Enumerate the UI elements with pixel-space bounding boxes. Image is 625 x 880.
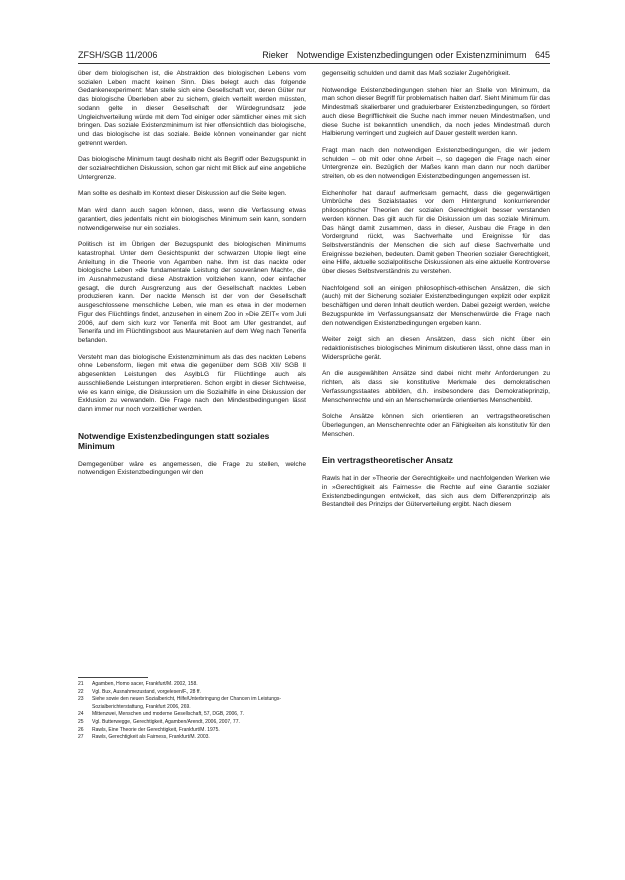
footnote-text: Vgl. Bux, Ausnahmezustand, vorgelesen/F., 28 ff.: [92, 688, 201, 695]
paragraph: Politisch ist im Übrigen der Bezugspunkt des biologischen Minimums katastrophal. Unter dem Gesichtspunkt der schwarzen Utopie liegt eine Anleitung in die Theorie von Agamben nahe. Ihm ist das nackte oder biologische Leben »die fundamentale Leistung der souveränen Macht«, die im Ausnahmezustand diese Abstraktion vollziehen kann, oder einfacher gesagt, die durch Ausgrenzung aus der Gesellschaft nacktes Leben produzieren kann. Der nackte Mensch ist der von der Gesellschaft ausgeschlossene menschliche Leben, wie man es etwa in der modernen Figur des Flüchtlings findet, anzusehen in einem Zoo in »Die ZEIT« vom Juli 2006, auf dem sich kurz vor Tenerifa mit Boot am Ufer gestrandet, auf Tenerifa und im Flüchtlingsboot aus Mauretanien auf dem Weg nach Tenerifa befanden.: [78, 241, 306, 344]
paragraph: Rawls hat in der »Theorie der Gerechtigkeit« und nachfolgenden Werken wie in »Gerechtigkeit als Fairness« die Rechte auf eine Garantie sozialer Existenzbedingungen entwickelt, das sich aus dem Differenzprinzip als Bestandteil des Prinzips der Güterverteilung ergibt. Nach diesem: [322, 475, 550, 509]
footnote: [78, 734, 306, 742]
paragraph: Das biologische Minimum taugt deshalb nicht als Begriff oder Bezugspunkt in der sozialrechtlichen Diskussion, schon gar nicht mit Blick auf eine angebliche Untergrenze.: [78, 156, 306, 181]
paragraph: Man sollte es deshalb im Kontext dieser Diskussion auf die Seite legen.: [78, 190, 287, 198]
paragraph: Solche Ansätze können sich orientieren an vertragstheoretischen Überlegungen, an Menschenrechte oder an Fähigkeiten als konstitutiv für den Menschen.: [322, 413, 550, 438]
footnote-text: Vgl. Butterwegge, Gerechtigkeit, Agamben/Arendt, 2006, 2007, 77.: [92, 718, 240, 725]
footnote-text: Rawls, Gerechtigkeit als Fairness, Frankfurt/M. 2003.: [92, 734, 210, 741]
footnote-number: 21: [78, 681, 84, 687]
paragraph: Versteht man das biologische Existenzminimum als das des nackten Lebens ohne Lebensform, liegen mit etwa die gegenüber dem SGB XII/ SGB II abgesenkten Leistungen des AsylbLG für Flüchtlinge auch als ausschließende Leistungen interpretieren. Schon ergibt in dieser Sichtweise, wie es kann einige, die Diskussion um die Sozialhilfe in eine Diskussion der Exklusion zu verwandeln. Die Frage nach den Mindestbedingungen lässt dann immer nur noch vorzeitlicher werden.: [78, 353, 306, 413]
footnote: [78, 719, 306, 727]
footnote-divider: [78, 677, 148, 678]
paragraph: gegenseitig schulden und damit das Maß sozialer Zugehörigkeit.: [322, 70, 511, 77]
footnote: [78, 711, 306, 719]
footnotes: [78, 677, 306, 742]
footnote-number: 26: [78, 726, 84, 733]
footnote-number: 23: [78, 696, 84, 703]
left-column: [78, 70, 306, 486]
author-label: Rieker: [262, 50, 289, 60]
paragraph: über dem biologischen ist, die Abstraktion des biologischen Lebens vom sozialen Leben macht keinen Sinn. Dies belegt auch das folgende Gedankenexperiment: Man stelle sich eine Gesellschaft vor, deren Güter nur das biologische Überleben aber zu sichern, gleich verteilt werden müssten, sodann gelte in dieser Gesellschaft der Würdegrundsatz jede Ungleichverteilung würde mit dem Tod einiger oder sämtlicher eines mit sich bringen. Das soziale Existenzminimum ist hier offensichtlich das biologische, und das biologische ist das soziale. Beide können voneinander gar nicht getrennt werden.: [78, 70, 306, 147]
footnote-number: 24: [78, 711, 84, 718]
footnote-text: Siehe sowie den neuen Sozialbericht, Hilfe/Unterbringung der Chancen im Leistungs-Sozialberichterstattung, Frankfurt 2006, 269.: [92, 696, 281, 710]
footnote-number: 25: [78, 718, 84, 725]
section-heading: Notwendige Existenzbedingungen statt soziales Minimum: [78, 430, 270, 451]
journal-label: ZFSH/SGB 11/2006: [78, 50, 158, 60]
footnote: [78, 727, 306, 735]
paragraph: Demgegenüber wäre es angemessen, die Frage zu stellen, welche notwendigen Existenzbedingungen wir den: [78, 460, 306, 477]
footnote-text: Mittenzwei, Menschen und moderne Gesellschaft, 57, DGB, 2006, 7.: [92, 711, 245, 718]
section-heading: Ein vertragstheoretischer Ansatz: [322, 455, 453, 466]
paragraph: An die ausgewählten Ansätze sind dabei nicht mehr Anforderungen zu richten, als dass sie konstitutive Merkmale des demokratischen Verfassungsstaates abbilden, d.h. insbesondere das Demokratieprinzip, Menschenrechte und ein an Menschenwürde orientiertes Menschenbild.: [322, 370, 550, 404]
footnote: [78, 696, 306, 711]
paragraph: Weiter zeigt sich an diesen Ansätzen, dass sich nicht über ein redaktionistisches biologisches Minimum diskutieren lässt, ohne dass man in Widersprüche gerät.: [322, 336, 550, 361]
footnote-number: 27: [78, 734, 84, 741]
paragraph: Eichenhofer hat darauf aufmerksam gemacht, dass die gegenwärtigen Umbrüche des Sozialstaates vor dem Hintergrund konkurrierender philosophischer Theorien der sozialen Gerechtigkeit besser verstanden werden können. Das gilt auch für die Diskussion um das soziale Minimum. Das hängt damit zusammen, dass in dieser, Ausbau die Frage in den Vordergrund rückt, was Sachverhalte und Ereignisse für das Selbstverständnis der Menschen die sich auf diese Sachverhalte und Ereignisse beziehen, bedeuten. Damit geben Theorien sozialer Gerechtigkeit, eine Hilfe, aktuelle sozialpolitische Diskussionen als eine aktuelle Kontroverse über dieses Selbstverständnis zu verstehen.: [322, 189, 550, 276]
running-header: [78, 50, 550, 64]
paragraph: Notwendige Existenzbedingungen stehen hier an Stelle von Minimum, da man schon dieser Begriff für problematisch halten darf. Sieht Minimum für das Mindestmaß skalierbarer und graduierbarer Existenzbedingungen, so fördert auch diese Begrifflichkeit die Suche nach immer neuen Mindestmaßen, und diese Suche ist bekanntlich unendlich, da noch jedes Mindestmaß durch Halbierung verringert und zugleich auf Dauer gestellt werden kann.: [322, 86, 550, 138]
paragraph: Fragt man nach den notwendigen Existenzbedingungen, die wir jedem schulden – ob mit oder ohne Arbeit –, so dagegen die Frage nach einer Untergrenze ein. Bezüglich der Maßes kann man dann nur noch darüber streiten, ob es den notwendigen Existenzbedingungen angemessen ist.: [322, 146, 550, 181]
right-column: [322, 70, 550, 518]
paragraph: Man wird dann auch sagen können, dass, wenn die Verfassung etwas garantiert, dies jedenfalls nicht ein biologisches Minimum sein kann, sondern notwendigerweise nur ein soziales.: [78, 207, 306, 232]
footnote: [78, 689, 306, 697]
article-title: Notwendige Existenzbedingungen oder Existenzminimum: [296, 50, 527, 60]
page-number: 645: [534, 50, 550, 60]
header-right: [256, 50, 550, 60]
footnote-text: Rawls, Eine Theorie der Gerechtigkeit, Frankfurt/M. 1975.: [92, 726, 220, 733]
footnote-text: Agamben, Homo sacer, Frankfurt/M. 2002, 158.: [92, 681, 198, 687]
footnote: [78, 681, 306, 689]
footnote-number: 22: [78, 688, 84, 695]
paragraph: Nachfolgend soll an einigen philosophisch-ethischen Ansätzen, die sich (auch) mit der Sicherung sozialer Existenzbedingungen explizit oder explizit beschäftigen und deren Inhalt deutlich werden. Dabei gezeigt werden, welche Bezugspunkte im Verfassungsansatz der Menschenwürde die Frage nach den notwendigen Existenzbedingungen ergeben kann.: [322, 284, 550, 327]
header-divider: [78, 63, 550, 64]
